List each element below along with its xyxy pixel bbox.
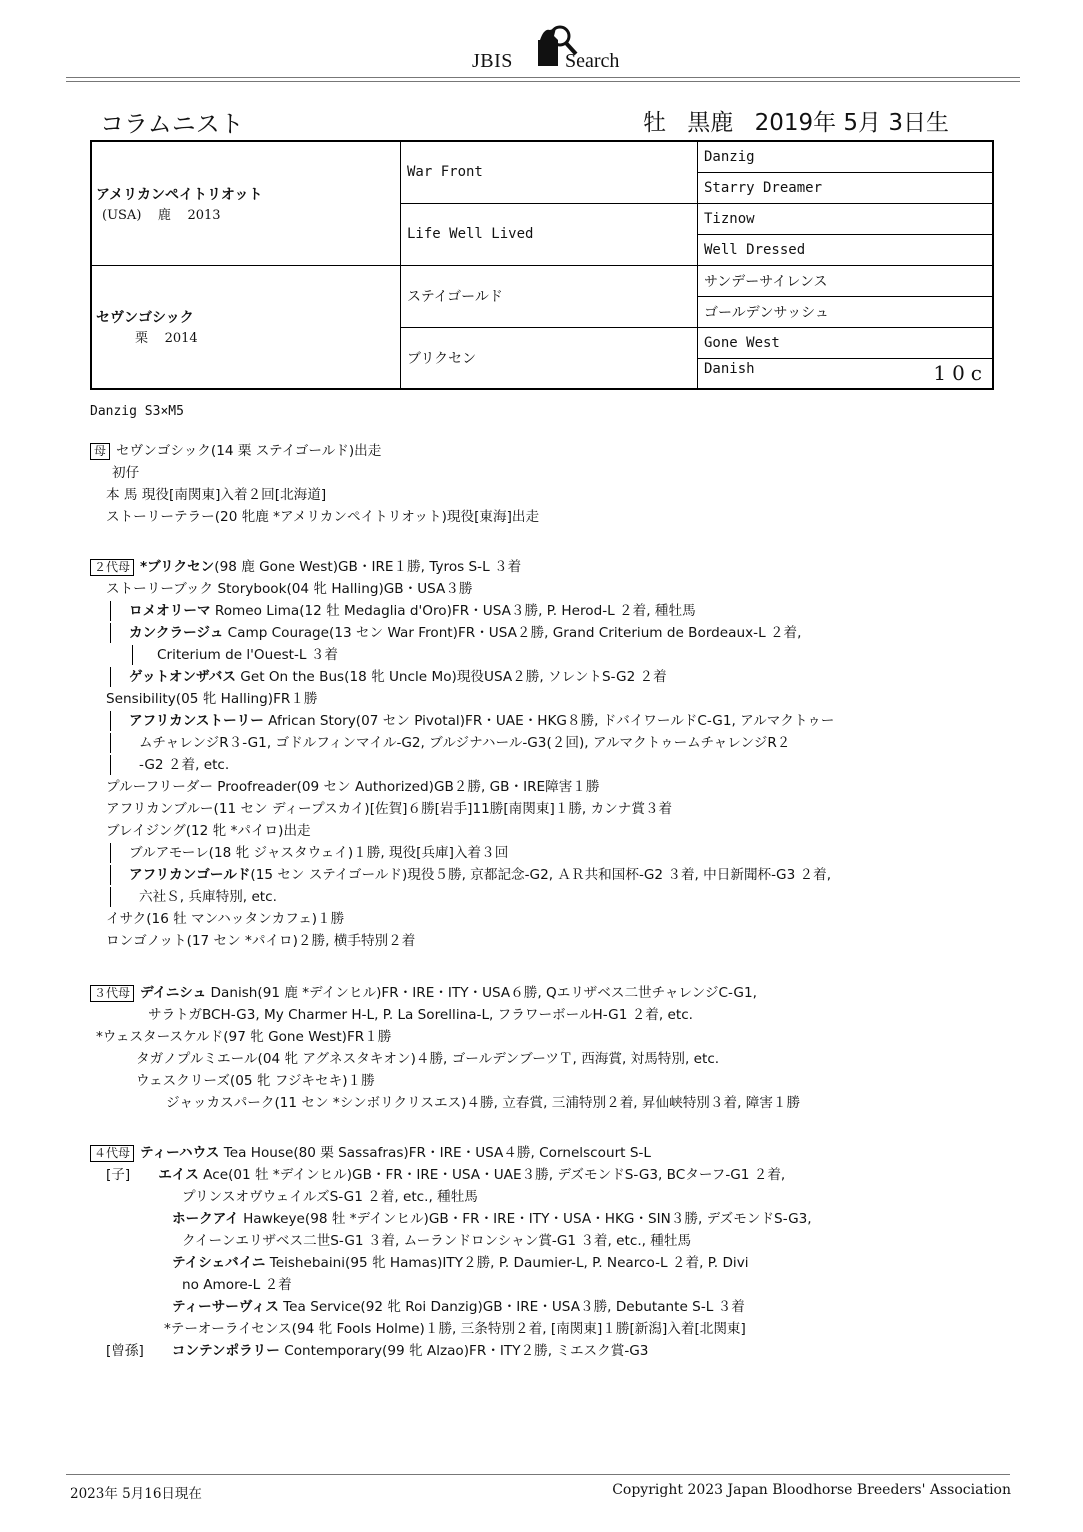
family-line-text: ウェスクリーズ(05 牝 フジキセキ)１勝 <box>136 1073 375 1089</box>
descendant-bar <box>132 645 133 665</box>
descendant-bar <box>110 733 111 753</box>
family-line-text: Criterium de l'Ouest-L ３着 <box>157 647 338 663</box>
family-line <box>164 1318 1024 1340</box>
family-line <box>106 798 966 820</box>
sire-sire: War Front <box>401 141 698 203</box>
family-line-text: African Story(07 セン Pivotal)FR・UAE・HKG８勝, ドバイワールドC-G1, アルマクトゥー <box>263 713 835 729</box>
family-line-text: (98 鹿 Gone West)GB・IRE１勝, Tyros S-L ３着 <box>214 559 522 575</box>
family-line-text: no Amore-L ２着 <box>182 1277 292 1293</box>
descendant-bar <box>110 865 111 885</box>
pedigree-g3-cell: ゴールデンサッシュ <box>698 296 994 327</box>
pedigree-g3-cell: Danzig <box>698 141 994 172</box>
family-line <box>136 1048 996 1070</box>
horse-name: コラムニスト <box>100 110 244 138</box>
horse-name-bold: テイシェバイニ <box>172 1255 266 1271</box>
dam-name: セヴンゴシック <box>96 310 194 327</box>
dam-dam: ブリクセン <box>401 327 698 389</box>
descendant-bar <box>110 843 111 863</box>
descendant-bar <box>110 601 111 621</box>
family-line-text: *ウェスタースケルド(97 牝 Gone West)FR１勝 <box>96 1029 392 1045</box>
descendant-bar <box>110 755 111 775</box>
descendant-bar <box>110 623 111 643</box>
family-line-text: Danish(91 鹿 *デインヒル)FR・IRE・ITY・USA６勝, Qエリザベス二世チャレンジC-G1, <box>206 985 757 1001</box>
family-line <box>106 506 966 528</box>
logo-jbis-text: JBIS <box>472 50 513 72</box>
family-line <box>90 982 950 1004</box>
relation-label: [子] <box>106 1167 131 1183</box>
horse-name-bold: カンクラージュ <box>129 625 224 641</box>
pedigree-g3-cell: Tiznow <box>698 203 994 234</box>
family-line-text: プルーフリーダー Proofreader(09 セン Authorized)GB２勝, GB・IRE障害１勝 <box>106 779 600 795</box>
family-line <box>172 1208 1032 1230</box>
family-line-text: Ace(01 牡 *デインヒル)GB・FR・IRE・USA・UAE３勝, デズモンドS-G3, BCターフ-G1 ２着, <box>198 1167 786 1183</box>
family-line-text: ブルアモーレ(18 牝 ジャスタウェイ)１勝, 現役[兵庫]入着３回 <box>129 845 509 861</box>
pedigree-table <box>90 140 994 390</box>
family-line-text: (15 セン ステイゴールド)現役５勝, 京都記念-G2, ＡＲ共和国杯-G2 ３着, 中日新聞杯-G3 ２着, <box>250 867 832 883</box>
family-line-text: クイーンエリザベス二世S-G1 ３着, ムーランドロンシャン賞-G1 ３着, etc., 種牡馬 <box>182 1233 692 1249</box>
dam-sire: ステイゴールド <box>401 265 698 327</box>
family-line-text: 初仔 <box>112 465 140 481</box>
family-line-text: サラトガBCH-G3, My Charmer H-L, P. La Sorellina-L, フラワーボールH-G1 ２着, etc. <box>148 1007 694 1023</box>
family-line <box>106 908 966 930</box>
footer-rule <box>66 1474 1010 1475</box>
family-line-text: ムチャレンジR３-G1, ゴドルフィンマイル-G2, ブルジナハール-G3(２回), アルマクトゥームチャレンジR２ <box>139 735 791 751</box>
family-line <box>136 1070 996 1092</box>
family-line-text: アフリカンブルー(11 セン ディープスカイ)[佐賀]６勝[岩手]11勝[南関東]１勝, カンナ賞３着 <box>106 801 673 817</box>
descendant-bar <box>110 887 111 907</box>
family-number: 10c <box>933 361 988 386</box>
family-line <box>148 1004 1008 1026</box>
family-line-text: -G2 ２着, etc. <box>139 757 230 773</box>
family-line-text: Teishebaini(95 牝 Hamas)ITY２勝, P. Daumier-L, P. Nearco-L ２着, P. Divi <box>265 1255 749 1271</box>
family-line <box>106 666 966 688</box>
family-line <box>106 886 966 908</box>
horse-name-bold: ホークアイ <box>172 1211 239 1227</box>
family-line-text: ロンゴノット(17 セン *パイロ)２勝, 横手特別２着 <box>106 933 416 949</box>
horse-name-bold: デイニシュ <box>140 985 207 1001</box>
header-rule <box>66 81 1020 82</box>
family-line <box>172 1252 1032 1274</box>
family-line-text: Sensibility(05 牝 Halling)FR１勝 <box>106 691 318 707</box>
family-line <box>106 864 966 886</box>
family-line-text: Hawkeye(98 牡 *デインヒル)GB・FR・IRE・ITY・USA・HKG・SIN３勝, デズモンドS-G3, <box>238 1211 812 1227</box>
family-line <box>90 1142 950 1164</box>
family-line-text: プリンスオヴウェイルズS-G1 ２着, etc., 種牡馬 <box>182 1189 478 1205</box>
family-line-text: セヴンゴシック(14 栗 ステイゴールド)出走 <box>116 443 382 459</box>
family-line <box>106 776 966 798</box>
family-line-text: タガノプルミエール(04 牝 アグネスタキオン)４勝, ゴールデンブーツＴ, 西海賞, 対馬特別, etc. <box>136 1051 720 1067</box>
generation-label: ２代母 <box>90 559 134 576</box>
sire-dam: Life Well Lived <box>401 203 698 265</box>
generation-label: ３代母 <box>90 985 134 1002</box>
family-line-text: Romeo Lima(12 牡 Medaglia d'Oro)FR・USA３勝, P. Herod-L ２着, 種牡馬 <box>210 603 696 619</box>
family-line-text: ストーリーテラー(20 牝鹿 *アメリカンペイトリオット)現役[東海]出走 <box>106 509 540 525</box>
family-line <box>182 1186 1042 1208</box>
family-line <box>90 440 950 462</box>
family-line-text: ストーリーブック Storybook(04 牝 Halling)GB・USA３勝 <box>106 581 473 597</box>
horse-color: 黒鹿 <box>687 110 734 136</box>
generation-label: ４代母 <box>90 1145 134 1162</box>
horse-name-bold: エイス <box>158 1167 199 1183</box>
family-line <box>106 1164 966 1186</box>
horse-info <box>629 104 949 137</box>
family-line <box>106 930 966 952</box>
horse-birthdate: 2019年 5月 3日生 <box>754 110 949 136</box>
horse-name-bold: ロメオリーマ <box>129 603 211 619</box>
sire-details: (USA) 鹿 2013 <box>102 207 221 223</box>
horse-sex: 牡 <box>642 110 666 136</box>
family-line <box>90 556 950 578</box>
family-line-text: ジャッカスパーク(11 セン *シンボリクリスエス)４勝, 立春賞, 三浦特別２着, 昇仙峡特別３着, 障害１勝 <box>166 1095 801 1111</box>
descendant-bar <box>110 711 111 731</box>
g3-last-name: Danish <box>704 361 755 378</box>
family-line <box>106 1340 966 1362</box>
generation-label: 母 <box>90 443 110 460</box>
horse-name-bold: ティーハウス <box>140 1145 220 1161</box>
family-line <box>106 710 966 732</box>
family-line <box>106 754 966 776</box>
family-line <box>96 1026 956 1048</box>
family-line <box>106 644 966 666</box>
sire-name: アメリカンペイトリオット <box>96 186 263 203</box>
jbis-search-logo <box>470 22 640 74</box>
inbreeding-note: Danzig S3×M5 <box>90 404 184 419</box>
family-line-text: 六社Ｓ, 兵庫特別, etc. <box>139 889 277 905</box>
family-line <box>106 600 966 622</box>
family-line <box>182 1230 1042 1252</box>
family-line-text: Tea House(80 栗 Sassafras)FR・IRE・USA４勝, Cornelscourt S-L <box>219 1145 651 1161</box>
pedigree-g3-cell: Starry Dreamer <box>698 172 994 203</box>
family-line <box>106 578 966 600</box>
family-line <box>106 688 966 710</box>
horse-name-bold: アフリカンゴールド <box>129 867 251 883</box>
horse-name-bold: *ブリクセン <box>140 559 215 575</box>
family-line-text: *テーオーライセンス(94 牝 Fools Holme)１勝, 三条特別２着, [南関東]１勝[新潟]入着[北関東] <box>164 1321 746 1337</box>
family-line <box>106 622 966 644</box>
family-line <box>172 1296 1032 1318</box>
horse-name-bold: ゲットオンザバス <box>129 669 236 685</box>
footer-copyright: Copyright 2023 Japan Bloodhorse Breeders' Association <box>612 1482 1011 1498</box>
family-line-text: 本 馬 現役[南関東]入着２回[北海道] <box>106 487 327 503</box>
family-line <box>182 1274 1042 1296</box>
family-line <box>112 462 972 484</box>
pedigree-dam-cell <box>91 265 401 389</box>
horse-name-bold: コンテンポラリー <box>171 1343 280 1359</box>
footer-date: 2023年 5月16日現在 <box>70 1486 202 1502</box>
pedigree-sire-cell <box>91 141 401 265</box>
family-line-text: ブレイジング(12 牝 *パイロ)出走 <box>106 823 311 839</box>
horse-name-bold: ティーサーヴィス <box>172 1299 279 1315</box>
family-line <box>106 484 966 506</box>
pedigree-g3-cell <box>698 358 994 389</box>
pedigree-g3-cell: サンデーサイレンス <box>698 265 994 296</box>
family-line <box>166 1092 1026 1114</box>
dam-details: 栗 2014 <box>102 331 198 347</box>
family-line-text: Tea Service(92 牝 Roi Danzig)GB・IRE・USA３勝, Debutante S-L ３着 <box>278 1299 745 1315</box>
family-line <box>106 732 966 754</box>
family-line <box>106 820 966 842</box>
logo-search-text: Search <box>565 50 620 72</box>
family-line <box>106 842 966 864</box>
family-line-text: Get On the Bus(18 牝 Uncle Mo)現役USA２勝, ソレントS-G2 ２着 <box>235 669 667 685</box>
family-line-text: Camp Courage(13 セン War Front)FR・USA２勝, Grand Criterium de Bordeaux-L ２着, <box>223 625 802 641</box>
pedigree-g3-cell: Gone West <box>698 327 994 358</box>
header-rule <box>66 77 1020 78</box>
pedigree-g3-cell: Well Dressed <box>698 234 994 265</box>
family-line-text: イサク(16 牡 マンハッタンカフェ)１勝 <box>106 911 345 927</box>
horse-name-bold: アフリカンストーリー <box>129 713 264 729</box>
relation-label: [曾孫] <box>106 1343 144 1359</box>
family-line-text: Contemporary(99 牝 Alzao)FR・ITY２勝, ミエスク賞-G3 <box>279 1343 649 1359</box>
descendant-bar <box>110 667 111 687</box>
